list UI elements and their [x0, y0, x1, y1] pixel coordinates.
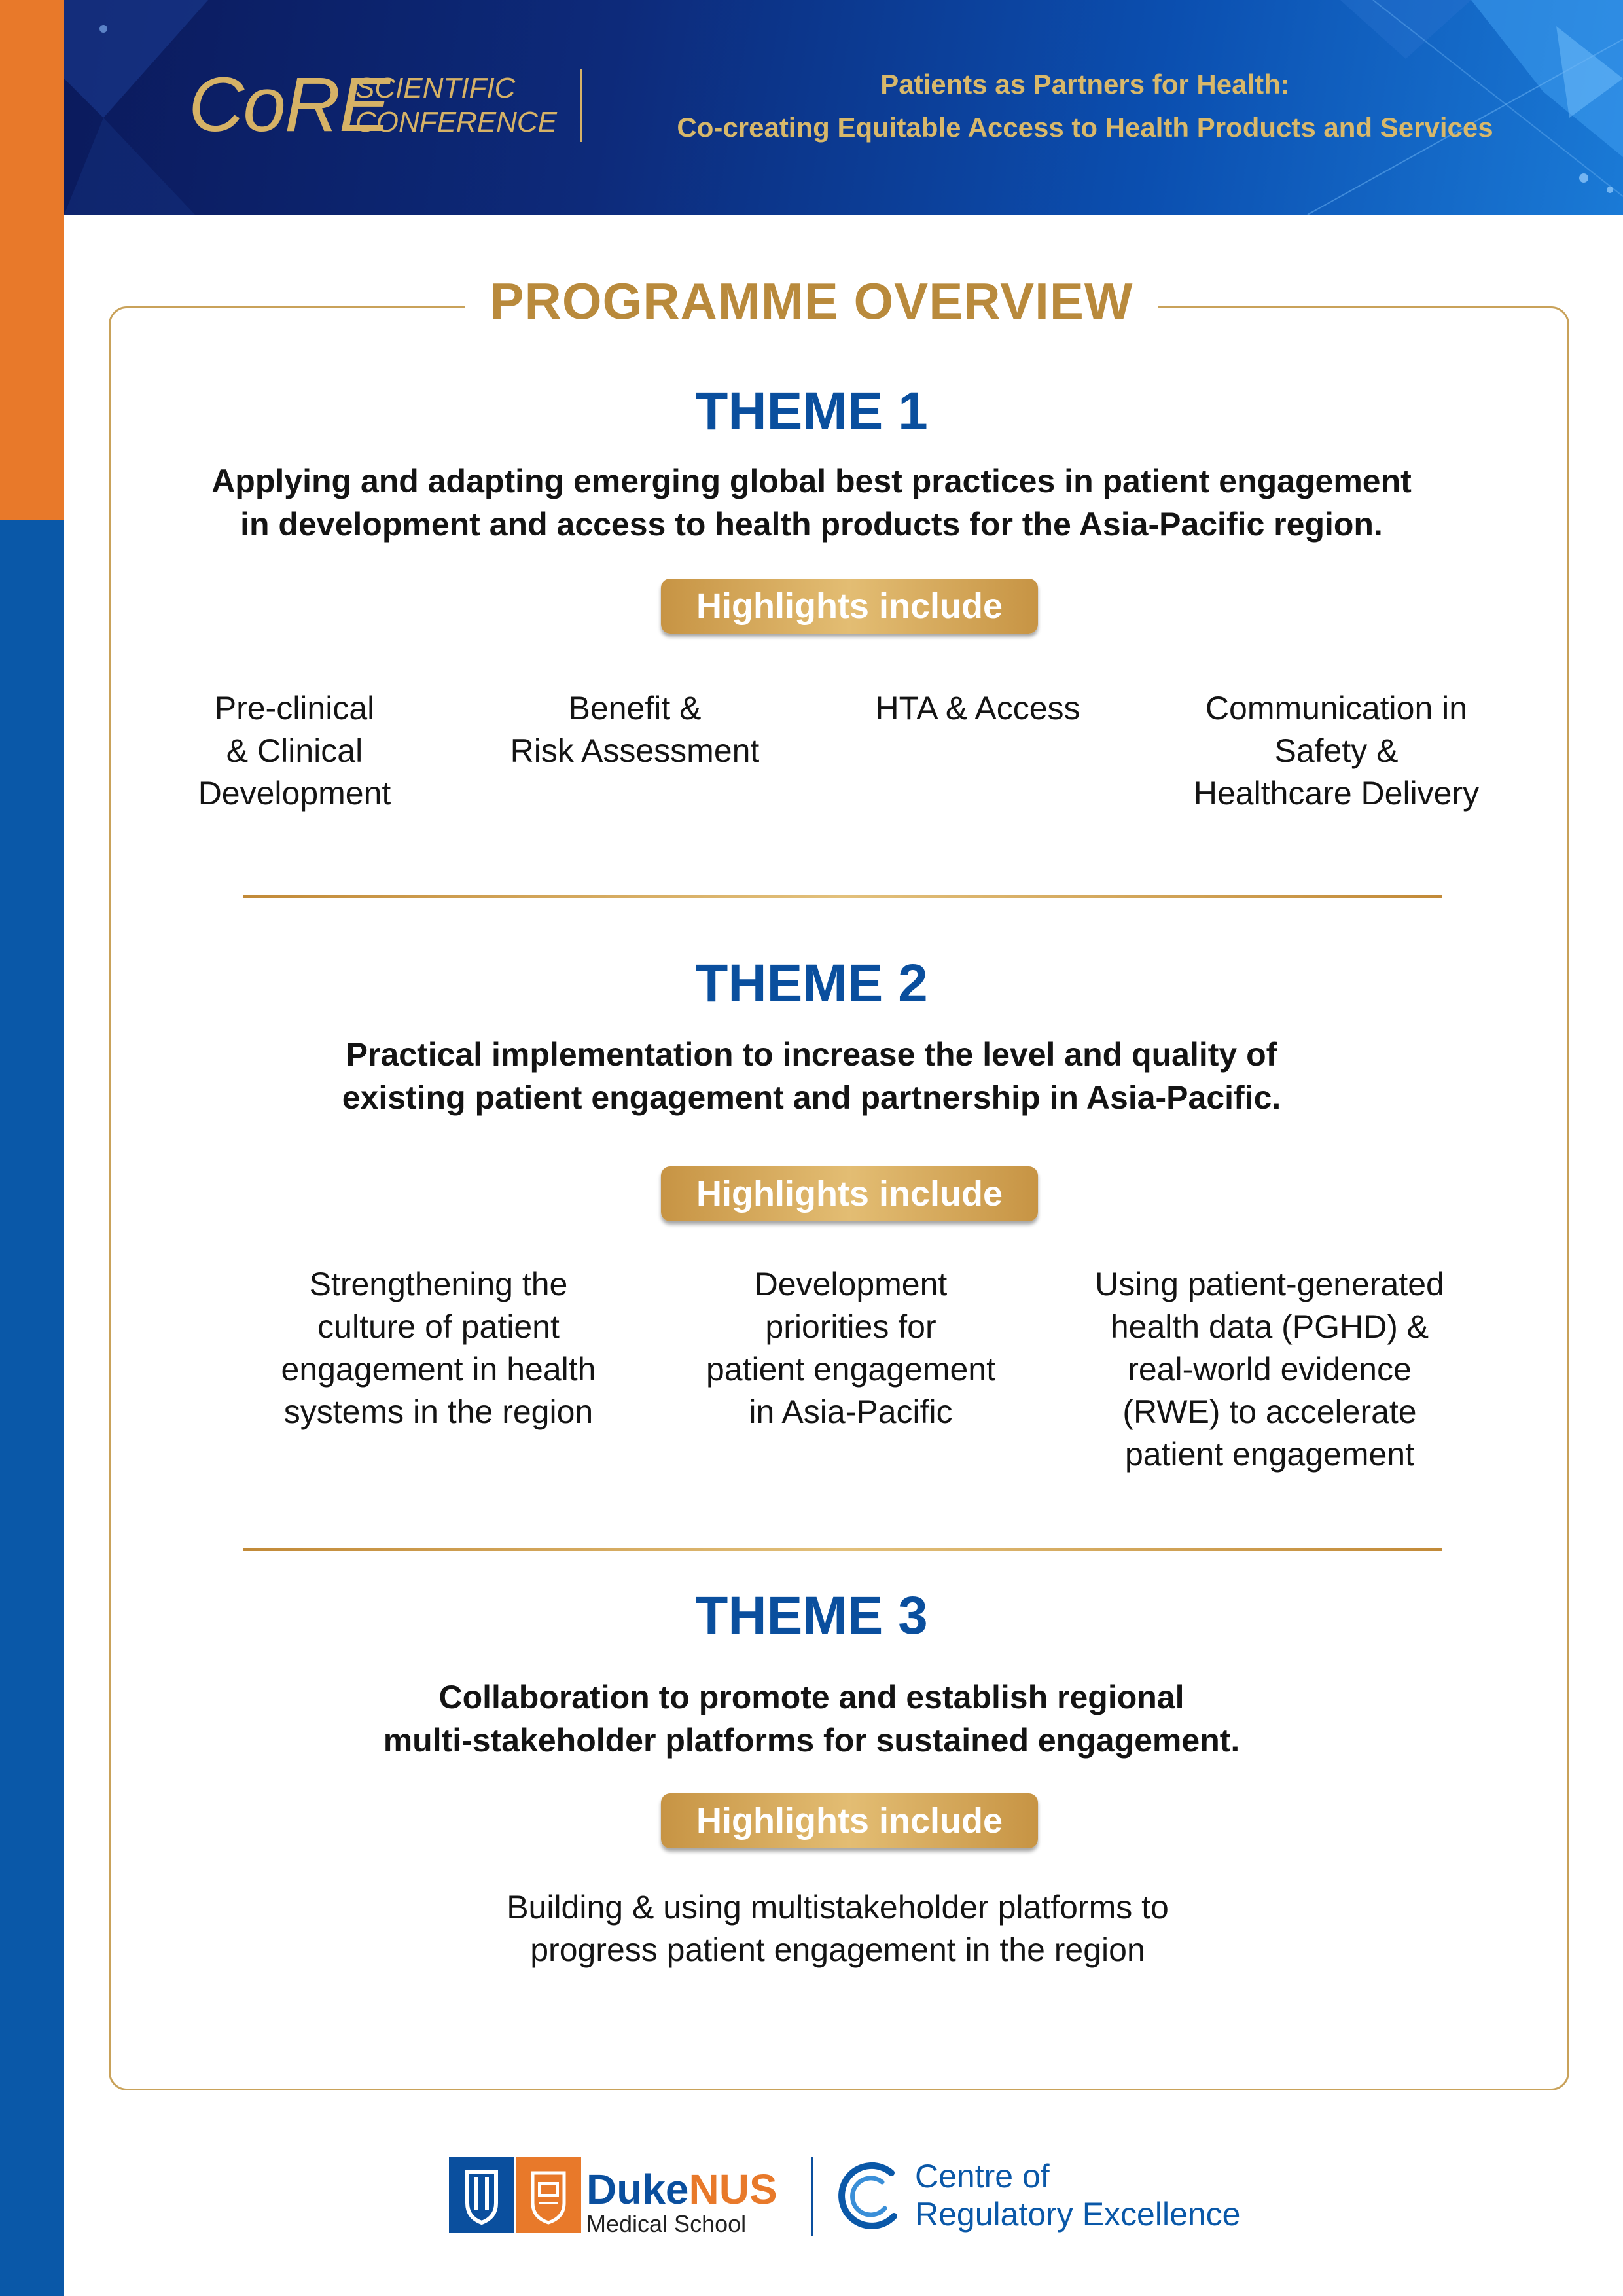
theme-2-desc-line2: existing patient engagement and partnership in Asia-Pacific. [342, 1079, 1281, 1116]
core-swirl-logo-icon [831, 2153, 910, 2238]
theme-2-highlight-3: Using patient-generated health data (PGHD) & real-world evidence (RWE) to accelerate patient engagement [1095, 1266, 1444, 1473]
theme-1-highlight-1: Pre-clinical & Clinical Development [198, 690, 391, 812]
theme-1-highlight-4: Communication in Safety & Healthcare Delivery [1193, 690, 1480, 812]
logo-core-text: CoRE [188, 62, 389, 148]
theme-3-title: THEME 3 [695, 1586, 928, 1645]
nus-crest-icon [516, 2157, 581, 2233]
theme-3-desc-line1: Collaboration to promote and establish regional [438, 1679, 1185, 1715]
footer-divider [812, 2157, 813, 2236]
programme-overview-title: PROGRAMME OVERVIEW [465, 268, 1158, 334]
logo-line-scientific: SCIENTIFIC [355, 72, 516, 104]
theme-1-highlights-badge: Highlights include [661, 579, 1038, 634]
conference-title-line2: Co-creating Equitable Access to Health Products and Services [677, 112, 1493, 143]
theme-1-description [0, 459, 1623, 546]
theme-1-desc-line1: Applying and adapting emerging global best practices in patient engagement [211, 463, 1412, 499]
theme-3-desc-line2: multi-stakeholder platforms for sustained engagement. [383, 1722, 1240, 1759]
theme-separator-1 [243, 895, 1442, 898]
logo-subtitle [355, 71, 557, 139]
theme-1-highlight-3: HTA & Access [875, 690, 1080, 726]
conference-title [614, 63, 1556, 149]
centre-of-regulatory-excellence-text: Centre of Regulatory Excellence [915, 2158, 1241, 2233]
theme-3-highlight-1: Building & using multistakeholder platforms to progress patient engagement in the region [507, 1889, 1169, 1968]
theme-2-title: THEME 2 [695, 954, 928, 1013]
logo-line-conference: CONFERENCE [355, 106, 558, 138]
nus-text: NUS [688, 2166, 777, 2213]
theme-1-title: THEME 1 [695, 382, 928, 441]
theme-2-desc-line1: Practical implementation to increase the level and quality of [346, 1036, 1277, 1073]
theme-3-description [0, 1676, 1623, 1762]
theme-2-highlights-badge: Highlights include [661, 1166, 1038, 1221]
theme-1-highlight-2: Benefit & Risk Assessment [510, 690, 760, 769]
header-banner [64, 0, 1623, 215]
theme-1-desc-line2: in development and access to health products for the Asia-Pacific region. [240, 506, 1383, 543]
duke-text: Duke [586, 2166, 689, 2213]
theme-2-description [0, 1033, 1623, 1119]
theme-3-highlights-badge: Highlights include [661, 1793, 1038, 1848]
duke-nus-wordmark [586, 2166, 777, 2212]
left-stripe-blue [0, 520, 64, 2296]
theme-2-highlight-2: Development priorities for patient engagement in Asia-Pacific [705, 1266, 996, 1430]
theme-separator-2 [243, 1548, 1442, 1551]
conference-title-line1: Patients as Partners for Health: [880, 69, 1290, 99]
theme-2-highlight-1: Strengthening the culture of patient engagement in health systems in the region [281, 1266, 596, 1430]
programme-overview-heading [0, 268, 1623, 334]
duke-shield-icon [449, 2157, 514, 2233]
banner-divider [580, 69, 582, 142]
medical-school-text: Medical School [586, 2210, 747, 2237]
